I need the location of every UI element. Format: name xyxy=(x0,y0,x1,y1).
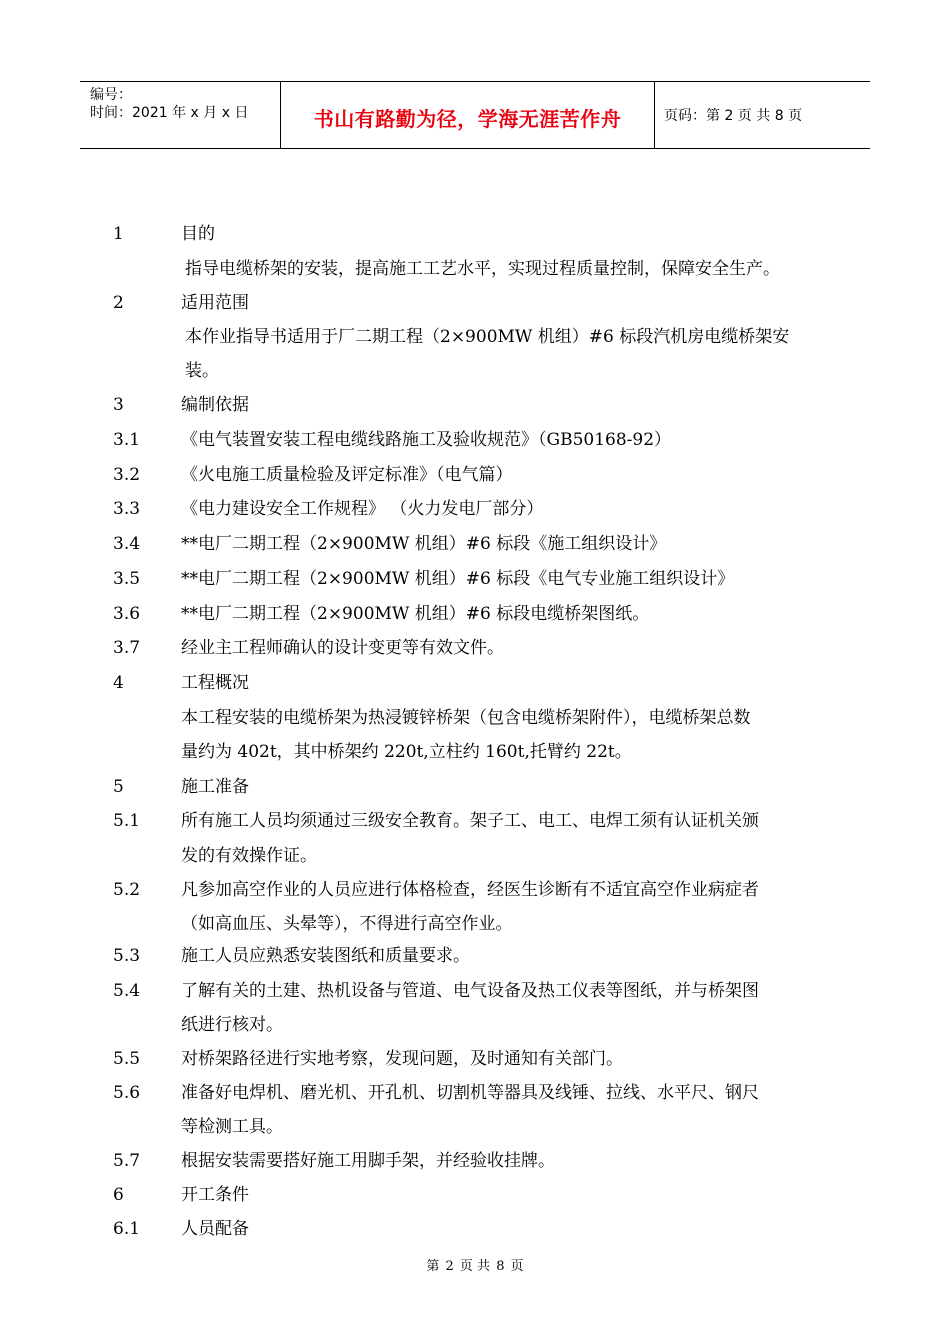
section-heading: 人员配备 xyxy=(181,1219,249,1239)
section-number: 1 xyxy=(113,224,124,244)
footer-page-current: 2 xyxy=(445,1259,454,1274)
section-number: 3 xyxy=(113,395,124,415)
section-number: 3.6 xyxy=(113,604,141,624)
section-heading: 《电气装置安装工程电缆线路施工及验收规范》（GB50168-92） xyxy=(181,430,672,450)
header-meta-cell xyxy=(80,82,281,148)
section-number: 3.1 xyxy=(113,430,141,450)
section-heading: 《火电施工质量检验及评定标准》（电气篇） xyxy=(181,465,513,485)
footer-page-prefix: 第 xyxy=(426,1259,440,1274)
section-heading: 对桥架路径进行实地考察，发现问题，及时通知有关部门。 xyxy=(181,1049,623,1069)
section-number: 6.1 xyxy=(113,1219,141,1239)
section-heading: 开工条件 xyxy=(181,1185,249,1205)
section-heading: 编制依据 xyxy=(181,395,249,415)
section-number: 6 xyxy=(113,1185,124,1205)
section-heading: 工程概况 xyxy=(181,673,249,693)
section-paragraph: 发的有效操作证。 xyxy=(181,846,317,866)
section-number: 5.2 xyxy=(113,880,141,900)
section-number: 5.4 xyxy=(113,981,141,1001)
section-heading: 准备好电焊机、磨光机、开孔机、切割机等器具及线锤、拉线、水平尺、钢尺 xyxy=(181,1083,759,1103)
section-number: 3.2 xyxy=(113,465,141,485)
section-number: 3.5 xyxy=(113,569,141,589)
footer-page-middle: 页 共 xyxy=(459,1259,491,1274)
section-number: 3.4 xyxy=(113,534,141,554)
section-heading: 了解有关的土建、热机设备与管道、电气设备及热工仪表等图纸，并与桥架图 xyxy=(181,981,759,1001)
document-header xyxy=(80,81,870,149)
motto-text: 书山有路勤为径，学海无涯苦作舟 xyxy=(313,107,622,131)
section-heading: 凡参加高空作业的人员应进行体格检查，经医生诊断有不适宜高空作业病症者 xyxy=(181,880,759,900)
footer-page-suffix: 页 xyxy=(510,1259,524,1274)
section-number: 5 xyxy=(113,777,124,797)
section-number: 5.1 xyxy=(113,811,141,831)
section-paragraph: 本工程安装的电缆桥架为热浸镀锌桥架（包含电缆桥架附件），电缆桥架总数 xyxy=(181,708,751,728)
header-page-cell xyxy=(655,82,870,148)
section-heading: 所有施工人员均须通过三级安全教育。架子工、电工、电焊工须有认证机关颁 xyxy=(181,811,759,831)
section-number: 3.3 xyxy=(113,499,141,519)
section-heading: 目的 xyxy=(181,224,215,244)
section-number: 5.6 xyxy=(113,1083,141,1103)
section-paragraph: 纸进行核对。 xyxy=(181,1015,283,1035)
section-paragraph: 量约为 402t，其中桥架约 220t,立柱约 160t,托臂约 22t。 xyxy=(181,742,632,762)
section-number: 4 xyxy=(113,673,124,693)
section-number: 5.7 xyxy=(113,1151,141,1171)
section-heading: 适用范围 xyxy=(181,293,249,313)
page-number-label: 页码：第 2 页 共 8 页 xyxy=(664,108,803,124)
time-label: 时间：2021 年 x 月 x 日 xyxy=(90,105,249,121)
serial-number-label: 编号： xyxy=(90,87,132,103)
section-heading: 根据安装需要搭好施工用脚手架，并经验收挂牌。 xyxy=(181,1151,555,1171)
section-heading: 《电力建设安全工作规程》 （火力发电厂部分） xyxy=(181,499,544,519)
section-paragraph: （如高血压、头晕等），不得进行高空作业。 xyxy=(181,914,513,934)
section-heading: **电厂二期工程（2×900MW 机组）#6 标段《电气专业施工组织设计》 xyxy=(181,569,735,589)
section-heading: 施工准备 xyxy=(181,777,249,797)
section-paragraph: 指导电缆桥架的安装，提高施工工艺水平，实现过程质量控制，保障安全生产。 xyxy=(185,259,780,279)
header-motto-cell xyxy=(281,82,655,148)
section-paragraph: 等检测工具。 xyxy=(181,1117,283,1137)
section-number: 2 xyxy=(113,293,124,313)
section-heading: 经业主工程师确认的设计变更等有效文件。 xyxy=(181,638,504,658)
page-footer xyxy=(0,1259,950,1275)
section-heading: **电厂二期工程（2×900MW 机组）#6 标段电缆桥架图纸。 xyxy=(181,604,650,624)
section-heading: 施工人员应熟悉安装图纸和质量要求。 xyxy=(181,946,470,966)
section-paragraph: 本作业指导书适用于厂二期工程（2×900MW 机组）#6 标段汽机房电缆桥架安 xyxy=(185,327,790,347)
section-paragraph: 装。 xyxy=(185,361,219,381)
section-heading: **电厂二期工程（2×900MW 机组）#6 标段《施工组织设计》 xyxy=(181,534,667,554)
footer-page-total: 8 xyxy=(496,1259,505,1274)
section-number: 5.5 xyxy=(113,1049,141,1069)
section-number: 3.7 xyxy=(113,638,141,658)
section-number: 5.3 xyxy=(113,946,141,966)
